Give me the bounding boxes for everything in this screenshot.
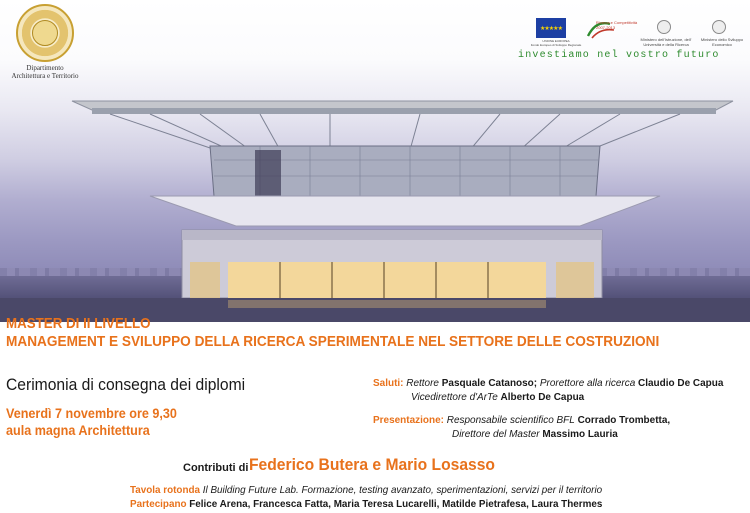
presentazione-label: Presentazione:	[373, 414, 444, 426]
partecipano-line	[130, 498, 602, 510]
saluti-label: Saluti:	[373, 377, 404, 389]
university-logo	[8, 4, 82, 80]
sponsor-logos	[526, 6, 746, 76]
event-date: Venerdì 7 novembre ore 9,30	[6, 405, 177, 421]
eu-flag-icon: ★★★★★	[536, 18, 566, 38]
side-window-right	[556, 262, 594, 300]
ministry-education-caption: Ministero dell'Istruzione, dell' Università e della Ricerca	[640, 37, 692, 47]
terrace-reflection	[228, 300, 546, 308]
ministry-emblem-icon	[712, 20, 726, 34]
lit-hall	[228, 262, 546, 300]
ceremony-title: Cerimonia di consegna dei diplomi	[6, 375, 246, 394]
tavola-text: Il Building Future Lab. Formazione, testing avanzato, sperimentazioni, servizi per il territorio	[202, 484, 603, 496]
partecipano-label: Partecipano	[130, 498, 187, 510]
contributi-label: Contributi di	[183, 462, 249, 474]
contributi-names: Federico Butera e Mario Losasso	[249, 455, 495, 474]
event-place: aula magna Architettura	[6, 422, 150, 438]
canopy-truss	[110, 114, 680, 150]
master-level: MASTER DI II LIVELLO	[6, 316, 151, 332]
master-title: MANAGEMENT E SVILUPPO DELLA RICERCA SPERIMENTALE NEL SETTORE DELLE COSTRUZIONI	[6, 334, 660, 350]
saluti-line-2: Vicedirettore d'ArTe Alberto De Capua	[411, 391, 585, 403]
slogan: investiamo nel vostro futuro	[518, 50, 720, 61]
tavola-label: Tavola rotonda	[130, 484, 201, 496]
pon-caption: Ricerca e Competitività 2007-2013	[596, 20, 638, 30]
canopy-edge	[92, 108, 716, 114]
presentazione-line-2: Direttore del Master Massimo Lauria	[452, 428, 618, 440]
saluti-line-1: Saluti: Rettore Pasquale Catanoso; Prorettore alla ricerca Claudio De Capua	[373, 377, 724, 389]
department-line-2: Architettura e Territorio	[11, 72, 79, 80]
tavola-rotonda-line	[130, 484, 602, 496]
ministry-emblem-icon	[657, 20, 671, 34]
university-seal	[16, 4, 74, 62]
partecipano-names: Felice Arena, Francesca Fatta, Maria Teresa Lucarelli, Matilde Pietrafesa, Laura Thermes	[189, 498, 603, 510]
eu-caption: UNIONE EUROPEA Fondo Europeo di Sviluppo Regionale	[530, 39, 582, 47]
department-line-1: Dipartimento	[26, 64, 64, 72]
underside	[150, 196, 660, 226]
base-top	[182, 230, 602, 240]
ministry-economic-caption: Ministero dello Sviluppo Economico	[700, 37, 744, 47]
side-window-left	[190, 262, 220, 300]
stair-tower	[255, 150, 281, 196]
presentazione-line-1: Presentazione: Responsabile scientifico BFL Corrado Trombetta,	[373, 414, 671, 426]
